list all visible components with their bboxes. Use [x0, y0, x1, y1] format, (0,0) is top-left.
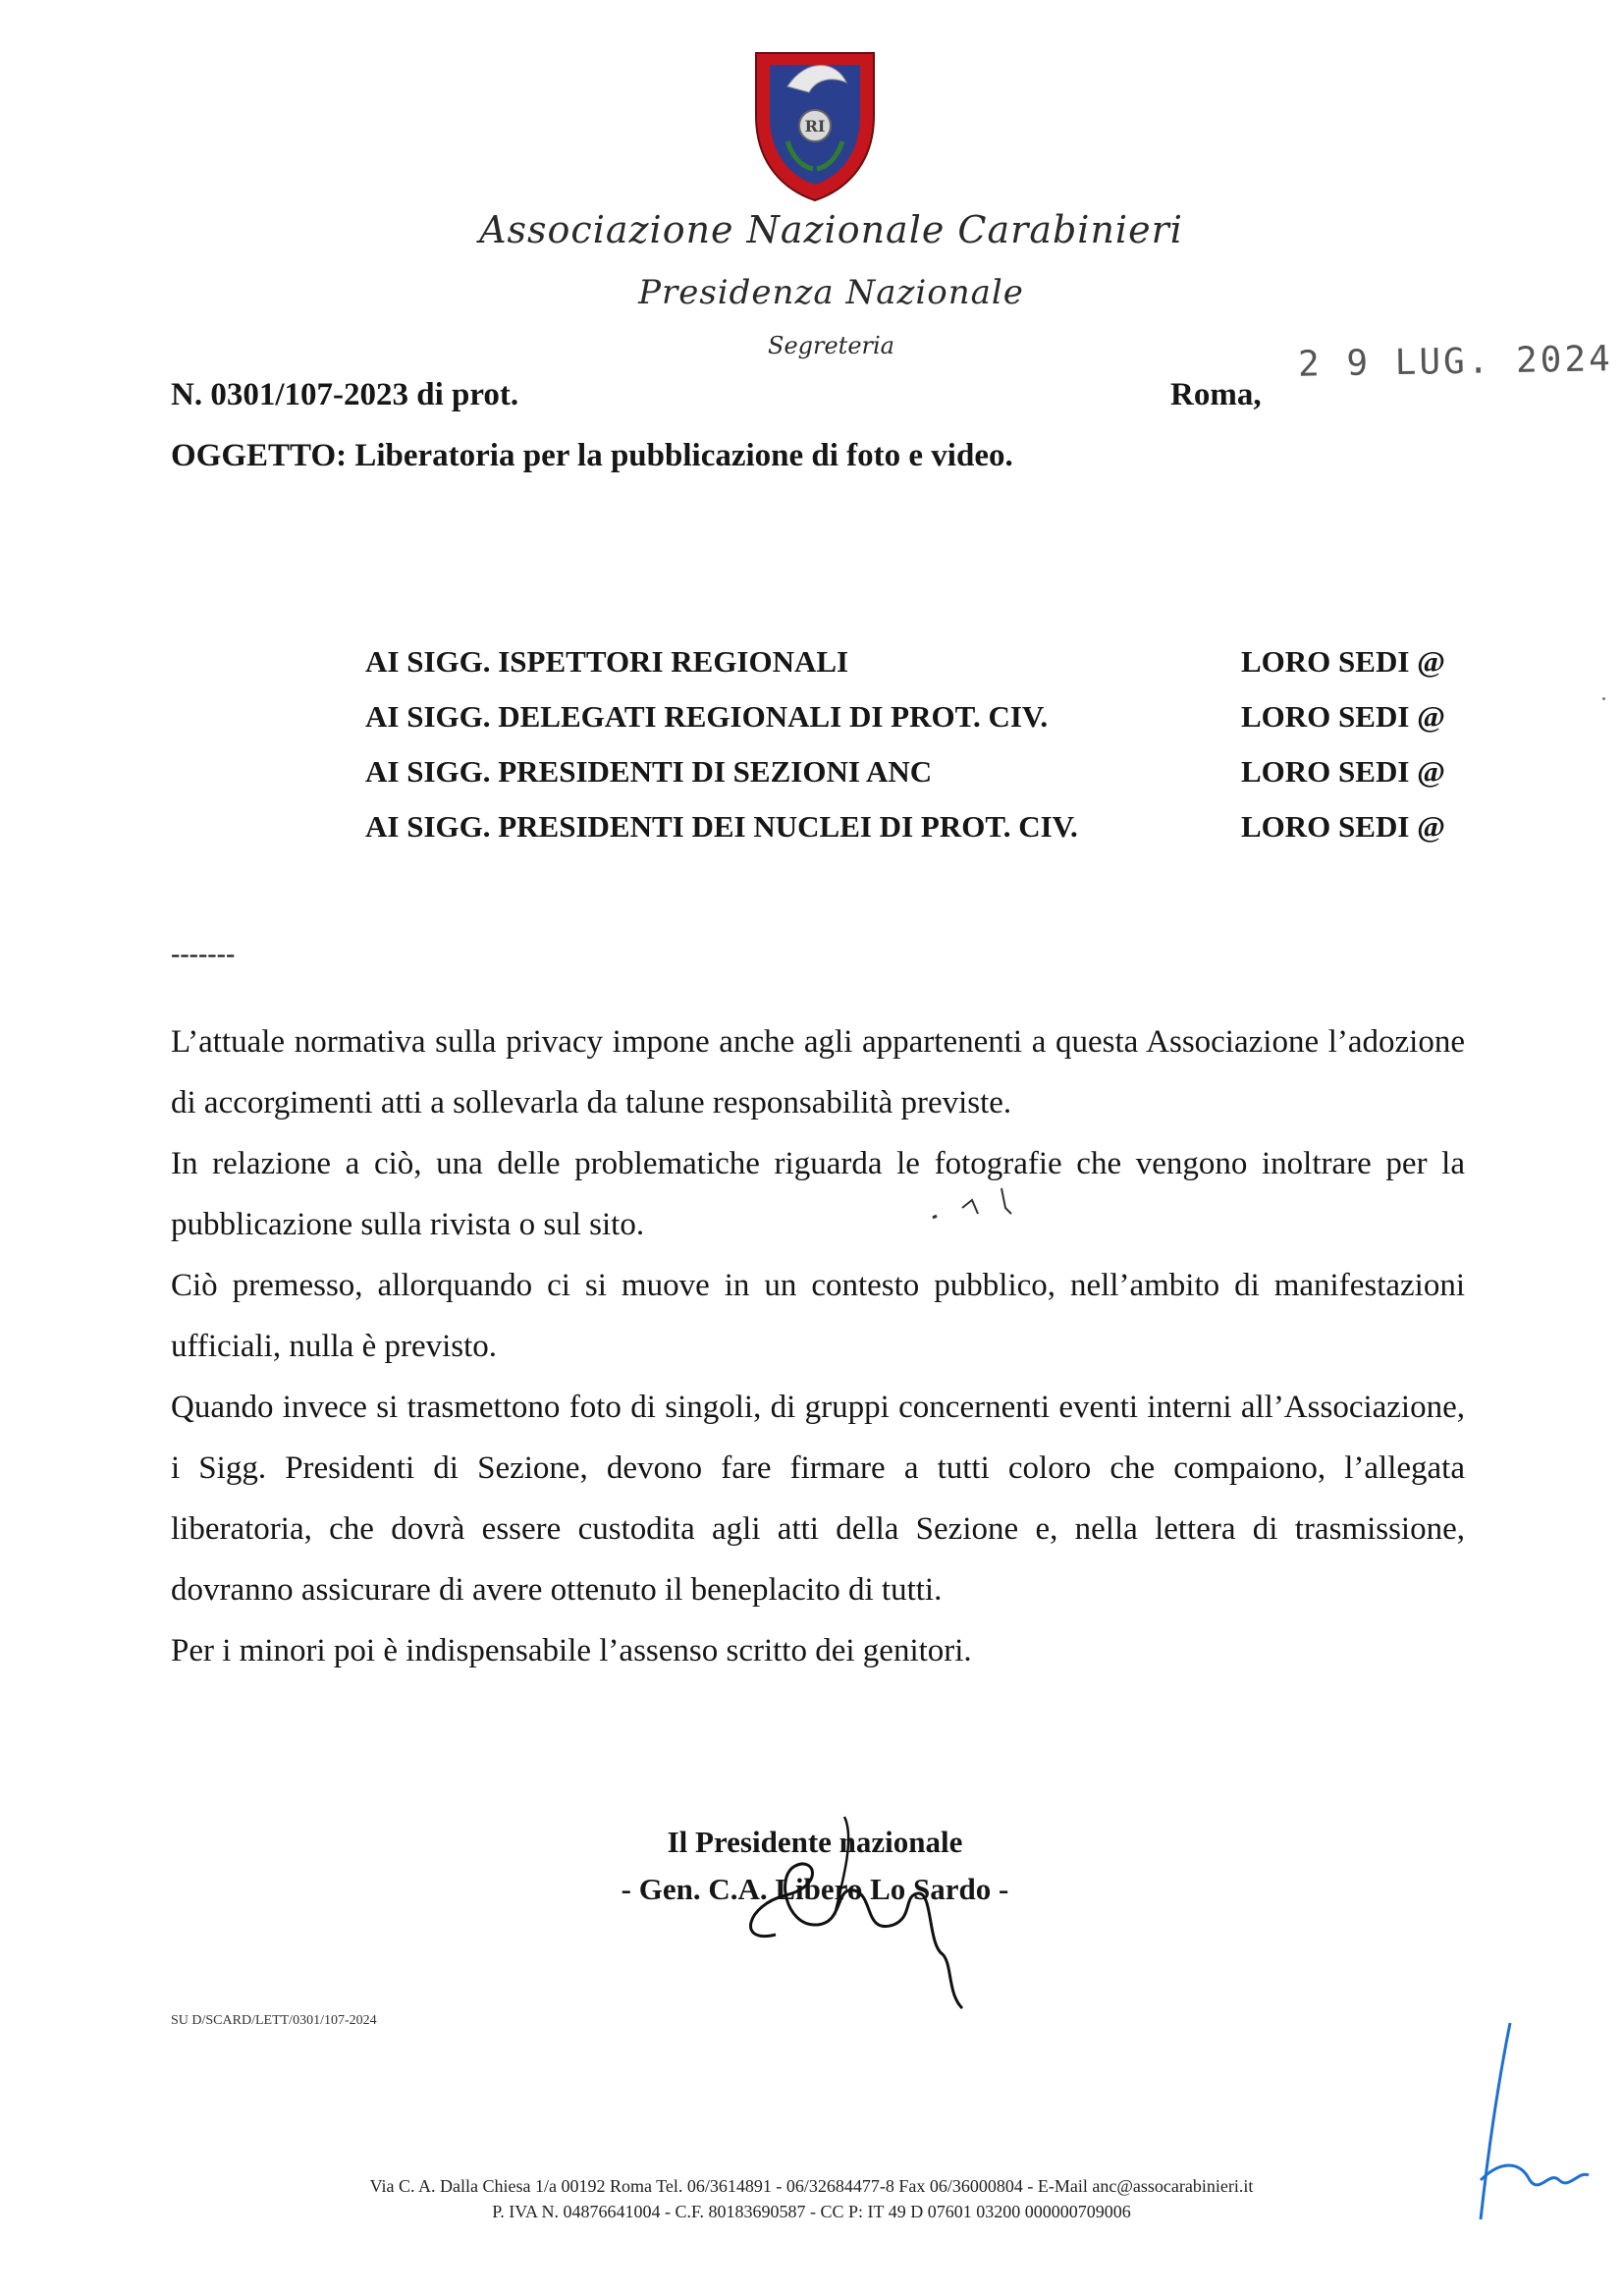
department-name: Segreteria	[768, 332, 894, 359]
body-paragraph: Ciò premesso, allorquando ci si muove in un contesto pubblico, nell’ambito di manifestazioni ufficiali, nulla è previsto.	[171, 1268, 1465, 1364]
recipient-name: AI SIGG. DELEGATI REGIONALI DI PROT. CIV.	[365, 699, 1049, 734]
letter-body	[171, 1011, 1465, 1681]
recipient-row	[365, 699, 1465, 754]
recipient-row	[365, 809, 1465, 864]
recipient-destination: LORO SEDI @	[1241, 754, 1445, 789]
body-paragraph: Per i minori poi è indispensabile l’assenso scritto dei genitori.	[171, 1633, 972, 1668]
subject-line: OGGETTO: Liberatoria per la pubblicazione di foto e video.	[171, 438, 1013, 473]
body-paragraph: Quando invece si trasmettono foto di singoli, di gruppi concernenti eventi interni all’Associazione, i Sigg. Presidenti di Sezione, devono fare firmare a tutti coloro che compaiono, l’allegata liberatoria, che dovrà essere custodita agli atti della Sezione e, nella lettera di trasmissione, dovranno assicurare di avere ottenuto il beneplacito di tutti.	[171, 1390, 1465, 1608]
office-name: Presidenza Nazionale	[638, 273, 1024, 312]
recipient-destination: LORO SEDI @	[1241, 699, 1445, 734]
pen-marks-icon	[923, 1178, 1041, 1237]
handwritten-signature-icon	[707, 1797, 1031, 2023]
recipient-row	[365, 754, 1465, 809]
carabinieri-emblem-icon	[748, 47, 882, 204]
date-stamp: 2 9 LUG. 2024	[1297, 339, 1614, 385]
reference-code: SU D/SCARD/LETT/0301/107-2024	[171, 2013, 377, 2028]
body-paragraph: L’attuale normativa sulla privacy impone anche agli appartenenti a questa Associazione l’adozione di accorgimenti atti a sollevarla da talune responsabilità previste.	[171, 1024, 1465, 1121]
recipient-name: AI SIGG. PRESIDENTI DI SEZIONI ANC	[365, 754, 933, 789]
organization-name: Associazione Nazionale Carabinieri	[479, 208, 1183, 251]
protocol-number: N. 0301/107-2023 di prot.	[171, 377, 519, 412]
recipient-name: AI SIGG. PRESIDENTI DEI NUCLEI DI PROT. CIV.	[365, 809, 1078, 844]
signatory-name: - Gen. C.A. Libero Lo Sardo -	[621, 1872, 1009, 1906]
recipient-destination: LORO SEDI @	[1241, 644, 1445, 679]
footer-tax-info: P. IVA N. 04876641004 - C.F. 80183690587 - CC P: IT 49 D 07601 03200 000000709006	[492, 2202, 1131, 2221]
handwritten-initials-icon	[1451, 2013, 1598, 2229]
footer-address: Via C. A. Dalla Chiesa 1/a 00192 Roma Tel. 06/3614891 - 06/32684477-8 Fax 06/36000804 - E-Mail anc@assocarabinieri.it	[369, 2176, 1254, 2196]
body-paragraph: In relazione a ciò, una delle problematiche riguarda le fotografie che vengono inoltrare per la pubblicazione sulla rivista o sul sito.	[171, 1146, 1465, 1242]
recipients-list	[365, 644, 1465, 864]
svg-text:RI: RI	[804, 117, 826, 136]
signatory-title: Il Presidente nazionale	[667, 1825, 963, 1859]
ink-dot	[1602, 697, 1605, 700]
separator-line: -------	[171, 939, 236, 969]
recipient-name: AI SIGG. ISPETTORI REGIONALI	[365, 644, 849, 679]
city-label: Roma,	[1170, 377, 1262, 412]
recipient-destination: LORO SEDI @	[1241, 809, 1445, 844]
recipient-row	[365, 644, 1465, 699]
